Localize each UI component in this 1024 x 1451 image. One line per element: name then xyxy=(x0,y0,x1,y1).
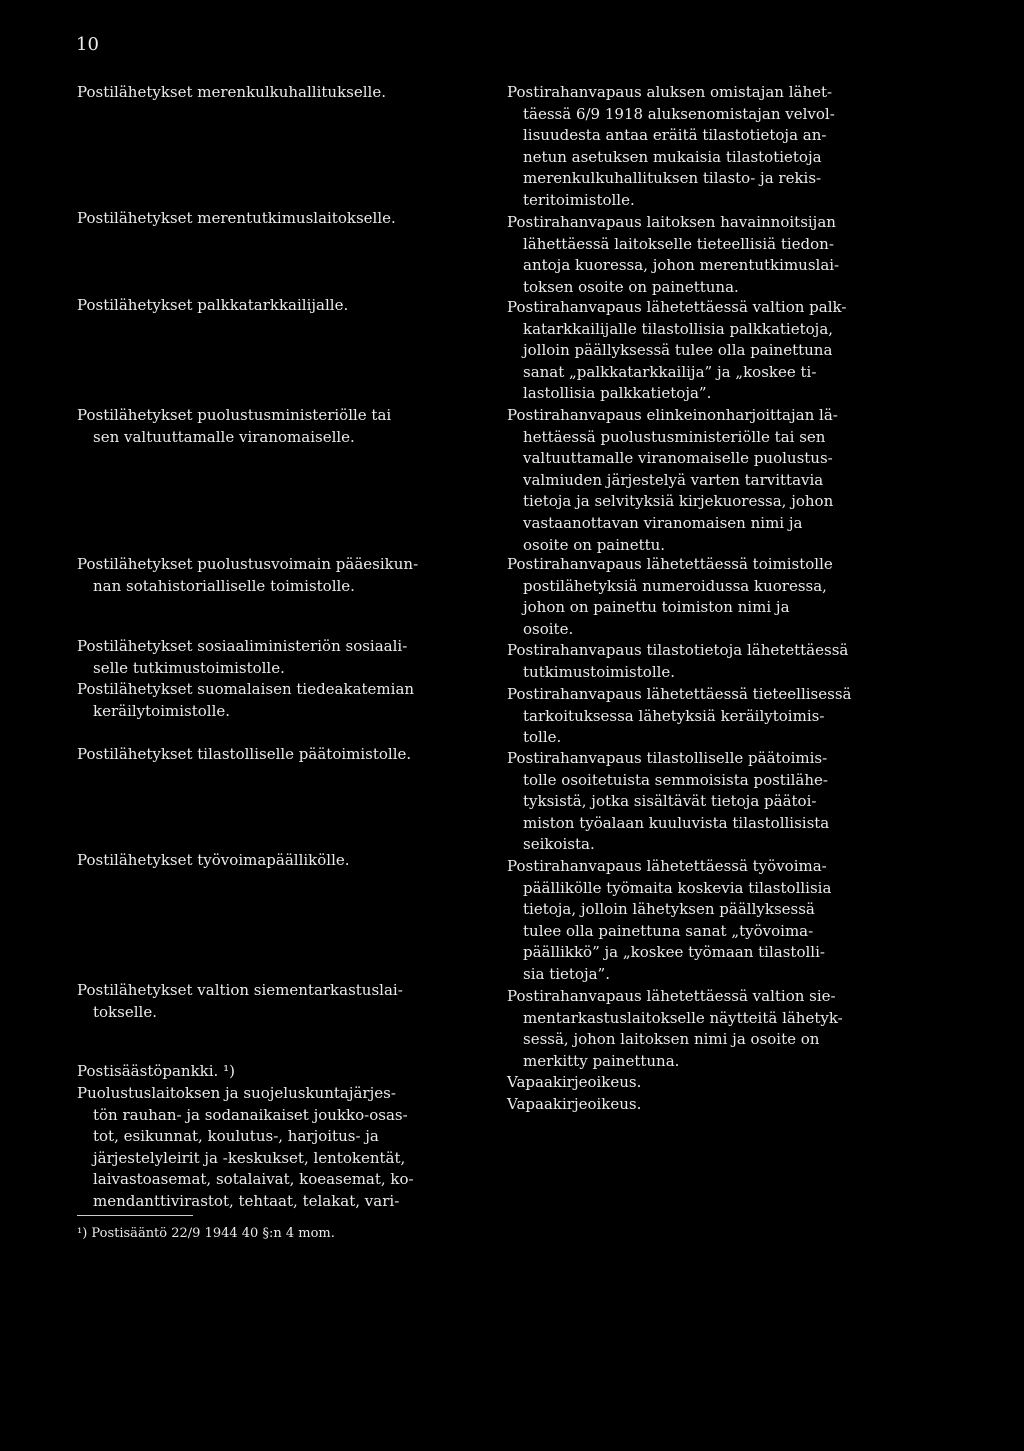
right-entry-vapaakirje-1: Vapaakirjeoikeus. xyxy=(507,1073,642,1091)
left-entry-merenkulkuhallitus: Postilähetykset merenkulkuhallitukselle. xyxy=(77,83,386,101)
left-entry-tyovoimapaallikko: Postilähetykset työvoimapäällikölle. xyxy=(77,851,350,869)
left-entry-sosiaaliministerio: Postilähetykset sosiaaliministeriön sosiaali- selle tutkimustoimistolle. xyxy=(77,637,408,677)
left-entry-tiedeakatemia: Postilähetykset suomalaisen tiedeakatemian keräilytoimistolle. xyxy=(77,680,415,720)
page-number: 10 xyxy=(76,34,99,55)
left-entry-palkkatarkkailija: Postilähetykset palkkatarkkailijalle. xyxy=(77,296,349,314)
left-entry-siementarkastuslaitos: Postilähetykset valtion siementarkastuslai- tokselle. xyxy=(77,981,403,1021)
left-entry-paaesikunta: Postilähetykset puolustusvoimain pääesikun- nan sotahistorialliselle toimistolle. xyxy=(77,555,419,595)
right-entry-tilastollinen: Postirahanvapaus tilastolliselle päätoimis- tolle osoitetuista semmoisista postilähe- tyksistä, jotka sisältävät tietoja päätoi- miston työalaan kuuluvista tilastollisista seikoista. xyxy=(507,749,830,854)
right-entry-puolustusministerio: Postirahanvapaus elinkeinonharjoittajan lä- hettäessä puolustusministeriölle tai sen valtuuttamalle viranomaiselle puolustus- valmiuden järjestelyä varten tarvittavia tietoja ja selvityksiä kirjekuoressa, johon vastaanottavan viranomaisen nimi ja osoite on painettu. xyxy=(507,406,838,554)
right-entry-merenkulku: Postirahanvapaus aluksen omistajan lähet- täessä 6/9 1918 aluksenomistajan velvol- lisuudesta antaa eräitä tilastotietoja an- netun asetuksen mukaisia tilastotietoja merenkulkuhallituksen tilasto- ja rekis- teritoimistolle. xyxy=(507,83,835,209)
left-entry-postisaastopankki: Postisäästöpankki. ¹) xyxy=(77,1062,235,1080)
left-entry-tilastollinen-paatoimisto: Postilähetykset tilastolliselle päätoimistolle. xyxy=(77,745,412,763)
right-entry-palkkatarkkailija: Postirahanvapaus lähetettäessä valtion palk- katarkkailijalle tilastollisia palkkatietoja, jolloin päällyksessä tulee olla painettuna sanat „palkkatarkkailija” ja „koskee ti- lastollisia palkkatietoja”. xyxy=(507,298,847,403)
left-entry-puolustuslaitos: Puolustuslaitoksen ja suojeluskuntajärjes- tön rauhan- ja sodanaikaiset joukko-osas- tot, esikunnat, koulutus-, harjoitus- ja järjestelyleirit ja -keskukset, lentokentät, laivastoasemat, sotalaivat, koeasemat, ko- mendanttivirastot, tehtaat, telakat, vari- xyxy=(77,1084,414,1210)
right-entry-tiedeakatemia: Postirahanvapaus lähetettäessä tieteellisessä tarkoituksessa lähetyksiä keräilytoimis- tolle. xyxy=(507,685,852,747)
right-entry-merentutkimus: Postirahanvapaus laitoksen havainnoitsijan lähettäessä laitokselle tieteellisiä tiedon- antoja kuoressa, johon merentutkimuslai- toksen osoite on painettuna. xyxy=(507,213,840,296)
right-entry-sosiaalinen: Postirahanvapaus tilastotietoja lähetettäessä tutkimustoimistolle. xyxy=(507,641,849,681)
footnote-divider xyxy=(77,1215,193,1216)
right-entry-sotahistoriallinen: Postirahanvapaus lähetettäessä toimistolle postilähetyksiä numeroidussa kuoressa, johon on painettu toimiston nimi ja osoite. xyxy=(507,555,833,638)
right-entry-vapaakirje-2: Vapaakirjeoikeus. xyxy=(507,1095,642,1113)
left-entry-merentutkimuslaitos: Postilähetykset merentutkimuslaitokselle. xyxy=(77,209,396,227)
left-entry-puolustusministerio: Postilähetykset puolustusministeriölle tai sen valtuuttamalle viranomaiselle. xyxy=(77,406,392,446)
right-entry-siementarkastus: Postirahanvapaus lähetettäessä valtion sie- mentarkastuslaitokselle näytteitä lähetyk- sessä, johon laitoksen nimi ja osoite on merkitty painettuna. xyxy=(507,987,843,1070)
right-entry-tyovoima: Postirahanvapaus lähetettäessä työvoima- päällikölle työmaita koskevia tilastollisia tietoja, jolloin lähetyksen päällyksessä tulee olla painettuna sanat „työvoima- päällikkö” ja „koskee työmaan tilastolli- sia tietoja”. xyxy=(507,857,832,983)
footnote: ¹) Postisääntö 22/9 1944 40 §:n 4 mom. xyxy=(77,1226,335,1241)
